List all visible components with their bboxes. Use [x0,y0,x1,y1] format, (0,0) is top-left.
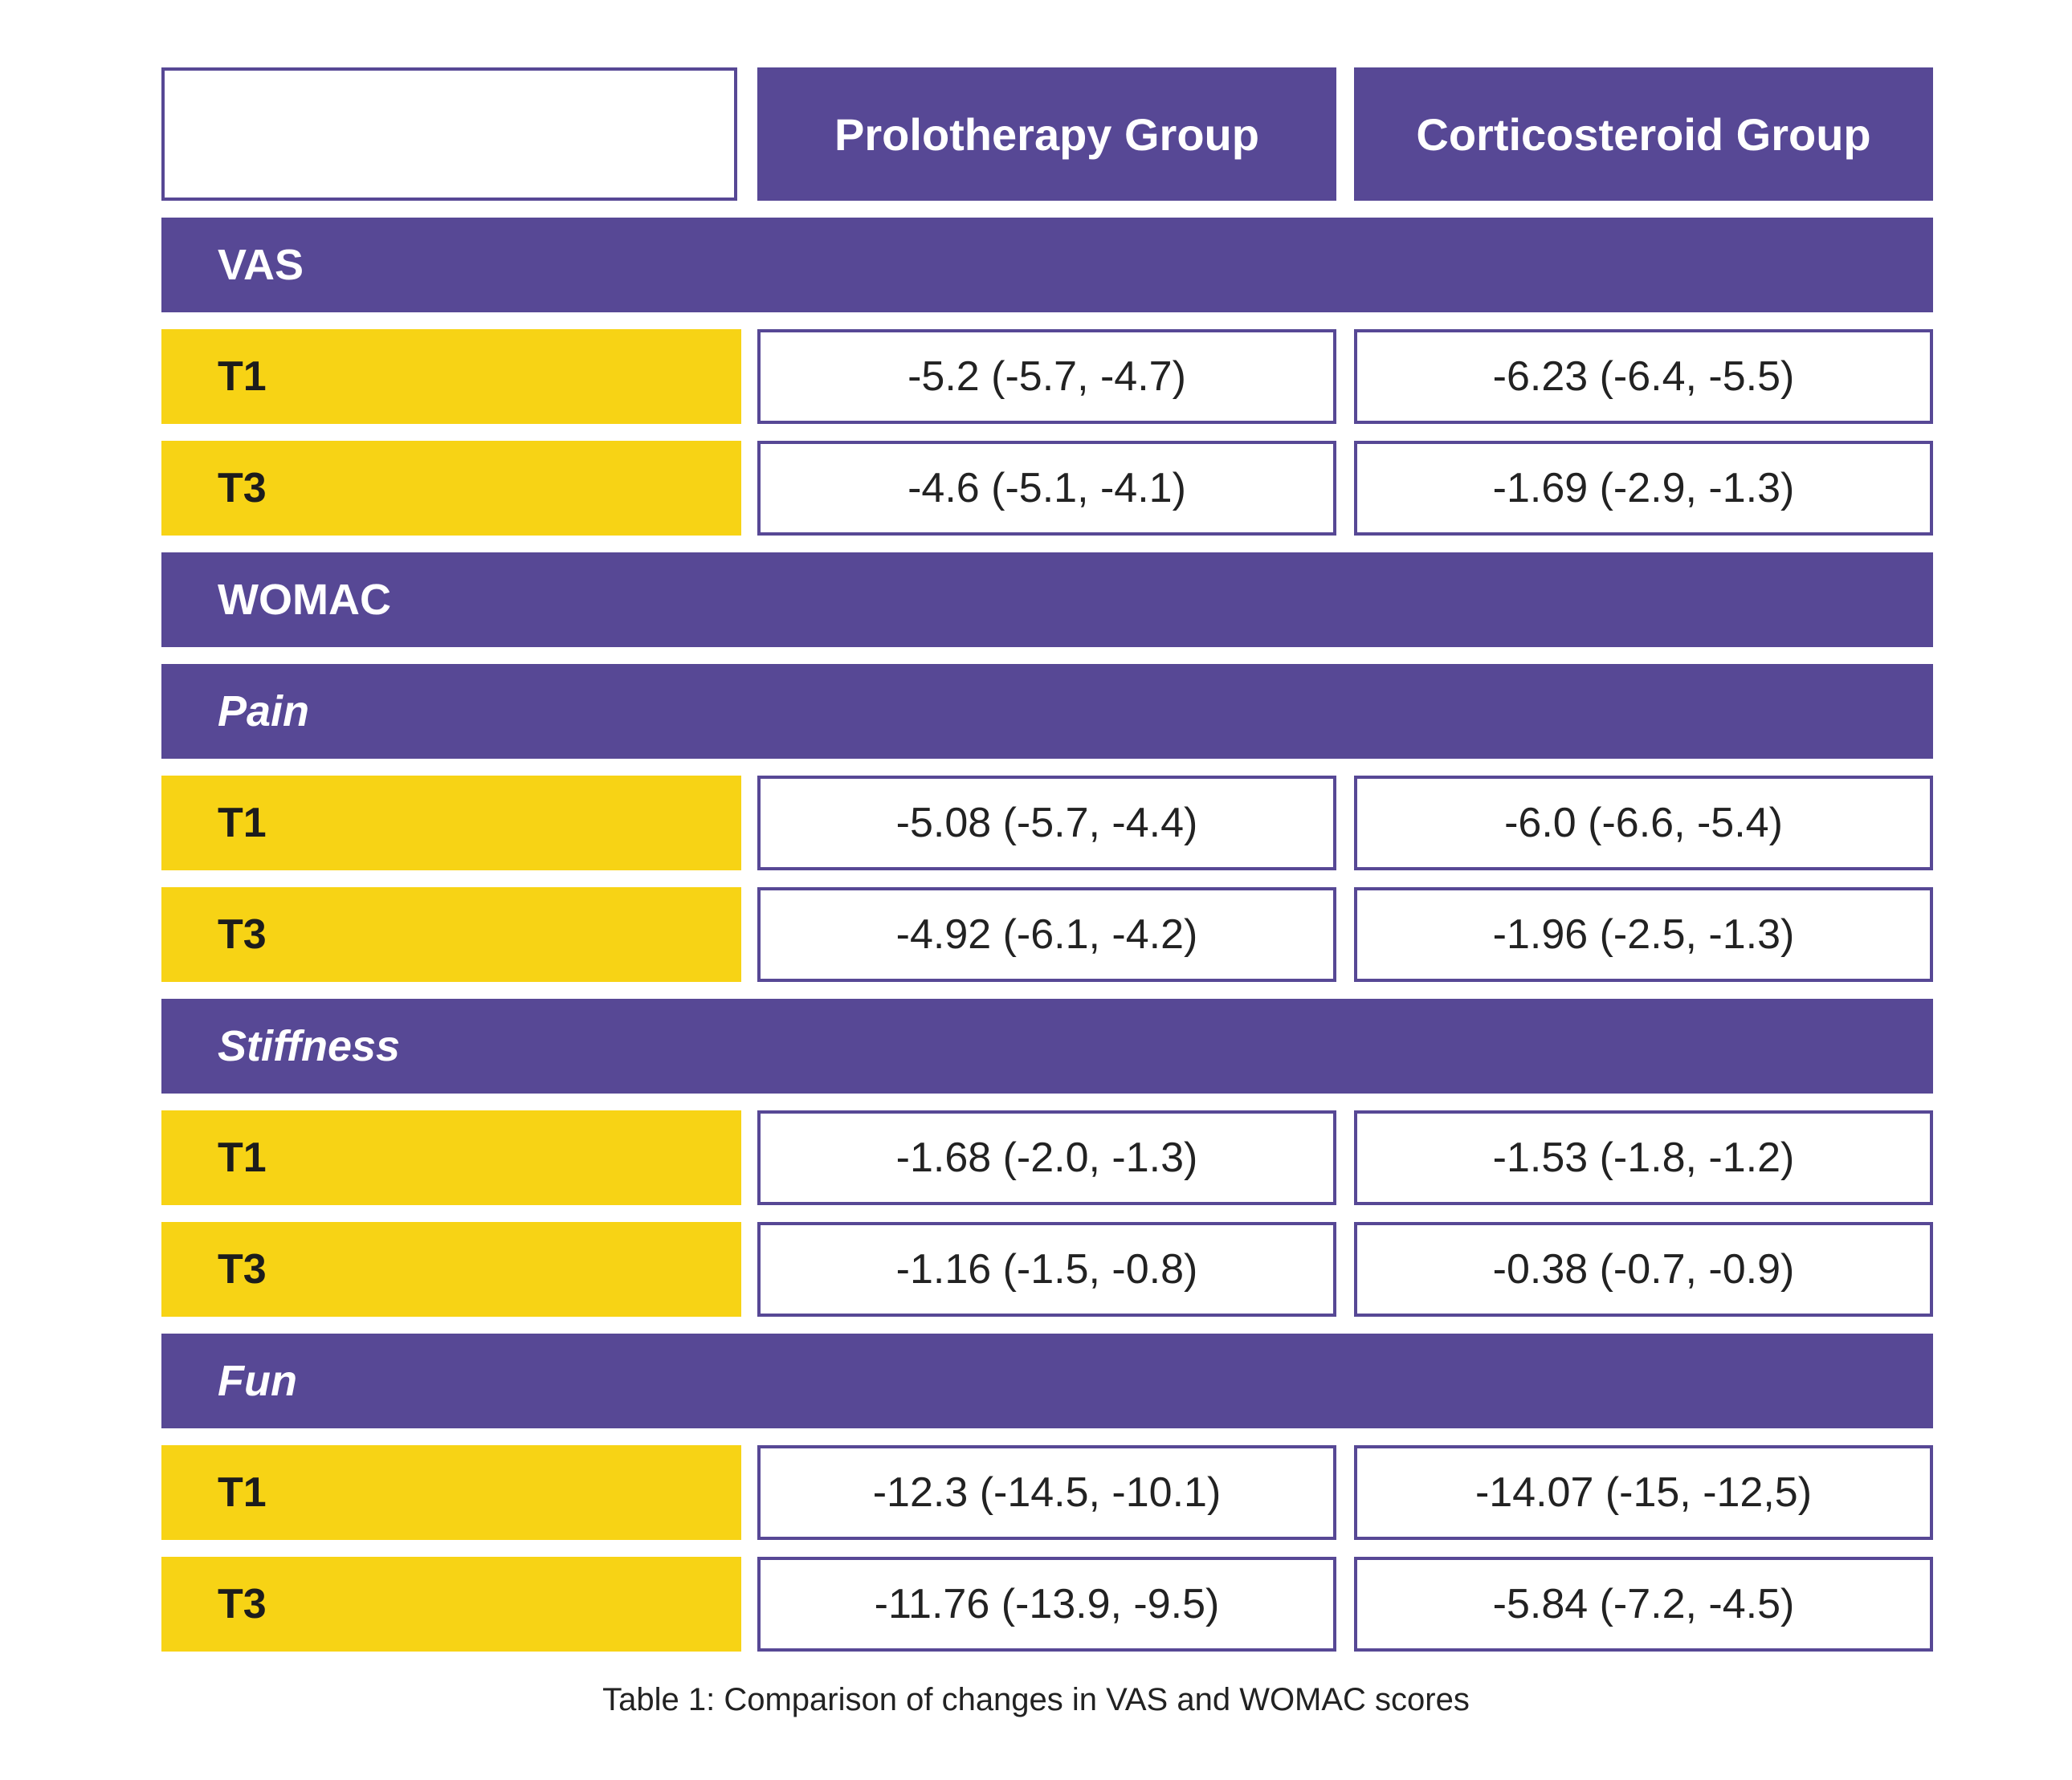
value-cell-corticosteroid: -1.53 (-1.8, -1.2) [1354,1110,1933,1205]
value-cell-prolotherapy: -5.2 (-5.7, -4.7) [757,329,1336,424]
row-label-t1: T1 [161,1110,741,1205]
value-cell-corticosteroid: -0.38 (-0.7, -0.9) [1354,1222,1933,1317]
section-header-vas: VAS [161,218,1933,312]
value-cell-corticosteroid: -6.0 (-6.6, -5.4) [1354,776,1933,870]
value-cell-prolotherapy: -1.68 (-2.0, -1.3) [757,1110,1336,1205]
value-cell-prolotherapy: -4.92 (-6.1, -4.2) [757,887,1336,982]
value-cell-prolotherapy: -12.3 (-14.5, -10.1) [757,1445,1336,1540]
section-header-stiffness: Stiffness [161,999,1933,1094]
value-cell-corticosteroid: -6.23 (-6.4, -5.5) [1354,329,1933,424]
section-header-pain: Pain [161,664,1933,759]
value-cell-prolotherapy: -4.6 (-5.1, -4.1) [757,441,1336,536]
column-header-prolotherapy: Prolotherapy Group [757,67,1336,201]
row-label-t3: T3 [161,887,741,982]
value-cell-corticosteroid: -1.69 (-2.9, -1.3) [1354,441,1933,536]
row-label-t3: T3 [161,1557,741,1652]
value-cell-prolotherapy: -1.16 (-1.5, -0.8) [757,1222,1336,1317]
row-label-t3: T3 [161,1222,741,1317]
value-cell-prolotherapy: -11.76 (-13.9, -9.5) [757,1557,1336,1652]
row-label-t1: T1 [161,1445,741,1540]
section-header-womac: WOMAC [161,552,1933,647]
row-label-t1: T1 [161,329,741,424]
value-cell-corticosteroid: -5.84 (-7.2, -4.5) [1354,1557,1933,1652]
table-corner-cell [161,67,737,201]
row-label-t1: T1 [161,776,741,870]
value-cell-prolotherapy: -5.08 (-5.7, -4.4) [757,776,1336,870]
value-cell-corticosteroid: -14.07 (-15, -12,5) [1354,1445,1933,1540]
section-header-fun: Fun [161,1334,1933,1428]
row-label-t3: T3 [161,441,741,536]
column-header-corticosteroid: Corticosteroid Group [1354,67,1933,201]
value-cell-corticosteroid: -1.96 (-2.5, -1.3) [1354,887,1933,982]
table-caption: Table 1: Comparison of changes in VAS and WOMAC scores [602,1682,1470,1717]
